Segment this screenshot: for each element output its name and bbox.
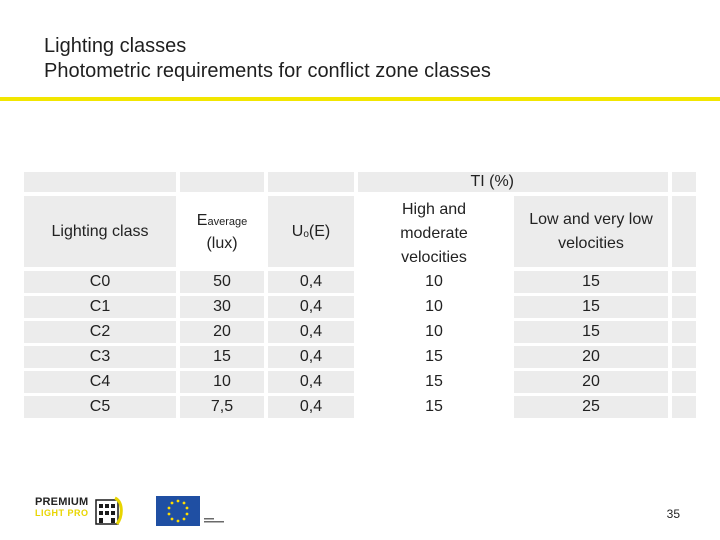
cell-blank: [672, 346, 696, 368]
cell-class: C2: [24, 321, 176, 343]
header-e-subscript: average: [207, 215, 248, 228]
cell-e-average: 7,5: [180, 396, 264, 418]
header-uo-symbol: U: [291, 222, 304, 240]
cell-e-average: 50: [180, 271, 264, 293]
cell-e-average: 10: [180, 371, 264, 393]
eu-flag-logo: [156, 496, 234, 526]
cell-ti-low: 15: [514, 271, 668, 293]
header-uo: [268, 196, 354, 267]
cell-ti-high: 15: [358, 346, 510, 368]
cell-uo: 0,4: [268, 296, 354, 318]
cell-ti-high: 15: [358, 396, 510, 418]
cell-ti-low: 20: [514, 371, 668, 393]
ti-group-header: [358, 172, 668, 192]
cell-blank: [672, 321, 696, 343]
header-uo-subscript: o: [303, 229, 309, 240]
cell-class: C0: [24, 271, 176, 293]
building-icon: [93, 496, 125, 526]
cell-ti-high: 10: [358, 271, 510, 293]
cell-blank: [672, 271, 696, 293]
page-number: 35: [666, 507, 680, 521]
cell-blank: [672, 296, 696, 318]
header-ti-high-label: High and moderate velocities: [400, 201, 468, 266]
cell-ti-low: 20: [514, 346, 668, 368]
header-blank-cell: [672, 172, 696, 192]
logo-text-line-2: LIGHT PRO: [35, 508, 89, 518]
header-blank-cell: [180, 172, 264, 192]
header-e-symbol: E: [196, 211, 208, 229]
cell-e-average: 15: [180, 346, 264, 368]
cell-uo: 0,4: [268, 371, 354, 393]
cell-uo: 0,4: [268, 346, 354, 368]
header-lighting-class-label: Lighting class: [51, 222, 149, 240]
header-ti-low: [514, 196, 668, 267]
slide-title: [44, 34, 704, 84]
cell-blank: [672, 396, 696, 418]
header-blank-cell: [672, 196, 696, 267]
cell-class: C4: [24, 371, 176, 393]
cell-class: C5: [24, 396, 176, 418]
cell-class: C1: [24, 296, 176, 318]
header-blank-cell: [268, 172, 354, 192]
header-ti-high: [358, 196, 510, 267]
premium-light-pro-logo: [35, 496, 125, 526]
title-underline: [0, 97, 720, 101]
logo-text-line-1: PREMIUM: [35, 496, 89, 508]
header-ti-low-label: Low and very low velocities: [529, 210, 653, 252]
header-lighting-class: [24, 196, 176, 267]
cell-uo: 0,4: [268, 321, 354, 343]
cell-ti-low: 15: [514, 321, 668, 343]
cell-class: C3: [24, 346, 176, 368]
title-line-1: Lighting classes: [44, 35, 187, 57]
title-line-2: Photometric requirements for conflict zone classes: [44, 60, 491, 82]
header-e-average: [180, 196, 264, 267]
cell-ti-low: 15: [514, 296, 668, 318]
cell-blank: [672, 371, 696, 393]
cell-uo: 0,4: [268, 271, 354, 293]
ti-group-label: TI (%): [470, 173, 514, 190]
cell-ti-high: 15: [358, 371, 510, 393]
cell-ti-high: 10: [358, 296, 510, 318]
cell-e-average: 30: [180, 296, 264, 318]
header-blank-cell: [24, 172, 176, 192]
cell-uo: 0,4: [268, 396, 354, 418]
header-e-unit: (lux): [206, 234, 238, 252]
header-uo-suffix: (E): [308, 222, 331, 240]
eu-flag-icon: [156, 496, 234, 526]
cell-e-average: 20: [180, 321, 264, 343]
cell-ti-low: 25: [514, 396, 668, 418]
cell-ti-high: 10: [358, 321, 510, 343]
